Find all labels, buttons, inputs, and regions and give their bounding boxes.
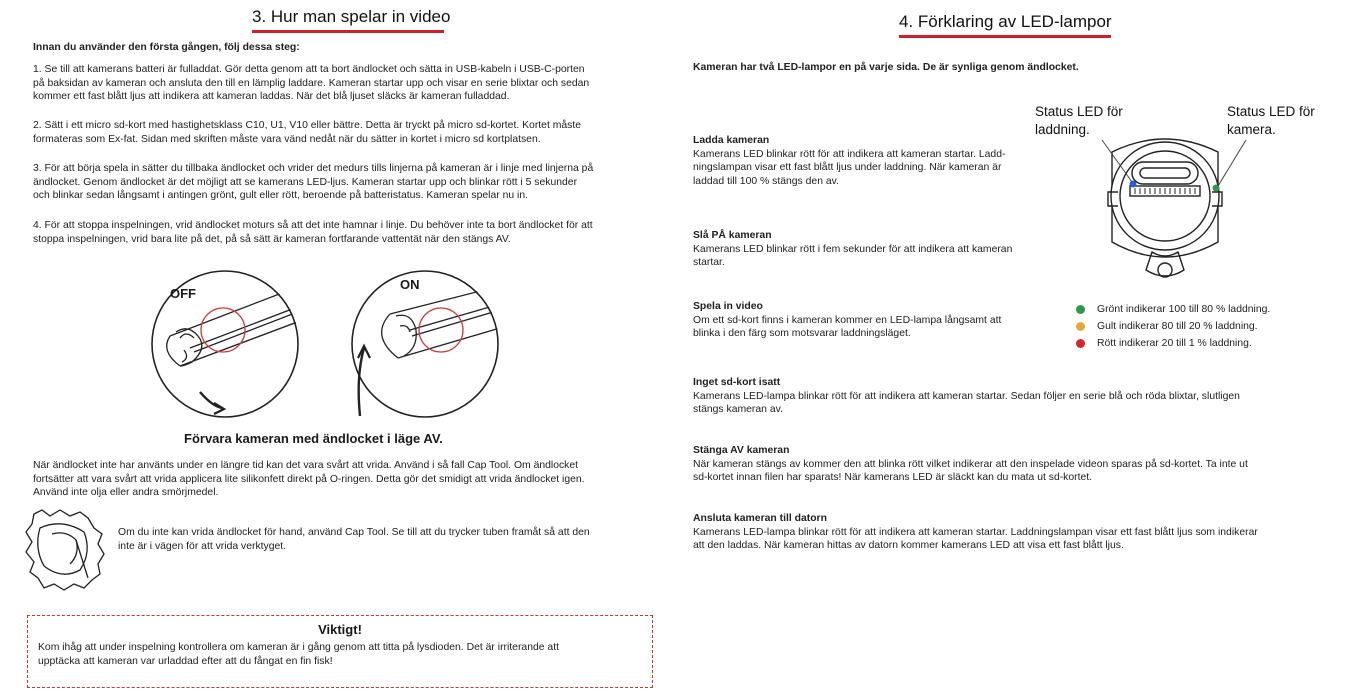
battery-legend [1076, 301, 1270, 352]
led-section-line: blinka i den färg som motsvarar laddningsläget. [693, 328, 911, 339]
led-section-power-on [693, 229, 1073, 270]
cap-tool-line: Om du inte kan vrida ändlocket för hand, använd Cap Tool. Se till att du trycker tuben framåt så att den [118, 527, 590, 538]
legend-text: Gult indikerar 80 till 20 % laddning. [1097, 321, 1258, 332]
heading-underline [899, 35, 1111, 38]
cap-tool-illustration [22, 504, 118, 596]
step-3-line: ändlocket. Genom ändlocket är det möjligt att se kamerans LED-ljus. Kameran startar upp och blinkar rött i 5 sekunder [33, 176, 578, 188]
section-heading-led [899, 12, 1111, 32]
led-section-title: Inget sd-kort isatt [693, 377, 781, 388]
led-intro: Kameran har två LED-lampor en på varje sida. De är synliga genom ändlocket. [693, 62, 1079, 73]
led-section-line: startar. [693, 257, 725, 268]
important-text [28, 637, 652, 668]
step-1-line: på baksidan av kameran och ansluta den till en lämplig laddare. Kameran startar upp och visar en serie blixtar och sedan [33, 77, 590, 89]
stiff-cap-line: fortsätter att vara svårt att vrida applicera lite silikonfett direkt på O-ringen. Detta gör det smidigt att vrida ändlocket igen. [33, 473, 585, 485]
off-label: OFF [170, 286, 196, 301]
intro-text: Innan du använder den första gången, följ dessa steg: [33, 42, 300, 53]
step-2-line: formateras som Ex-fat. Sidan med skriften måste vara vänd nedåt när du sätter in kortet i micro sd kortplatsen. [33, 133, 541, 145]
step-4-line: stoppa inspelningen, vrid bara lite på det, på så sätt är kameran fortfarande vattentät när den stängs AV. [33, 233, 511, 245]
led-section-computer [693, 512, 1333, 553]
important-line: upptäcka att kameran var urladdad efter att du fångat en fin fisk! [38, 655, 333, 667]
led-section-line: att den laddas. När kameran hittas av datorn kommer kamerans LED att visa ett fast blått ljus. [693, 540, 1124, 551]
storage-caption: Förvara kameran med ändlocket i läge AV. [184, 431, 443, 446]
heading-underline [252, 30, 444, 33]
led-section-charging [693, 134, 1073, 188]
step-1 [33, 63, 663, 104]
step-1-line: 1. Se till att kamerans batteri är fulladdat. Gör detta genom att ta bort ändlocket och sätta in USB-kabeln i USB-C-porten [33, 64, 585, 75]
led-section-line: Kamerans LED blinkar rött för att indikera att kameran startar. Ladd- [693, 148, 1006, 160]
led-section-title: Spela in video [693, 301, 763, 312]
led-section-line: laddad till 100 % stängs den av. [693, 175, 839, 187]
section-heading-recording [252, 7, 451, 27]
cap-tool-text [118, 526, 658, 553]
led-section-title: Ansluta kameran till datorn [693, 513, 827, 524]
legend-green [1076, 301, 1270, 318]
led-section-line: Om ett sd-kort finns i kameran kommer en LED-lampa långsamt att [693, 314, 1002, 326]
important-line: Kom ihåg att under inspelning kontrollera om kameran är i gång genom att titta på lysdioden. Det är irriterande att [38, 642, 559, 653]
led-section-line: sd-kortet innan filen har sparats! När kamerans LED är släckt kan du mata ut sd-kortet. [693, 472, 1093, 483]
green-dot-icon [1076, 305, 1085, 314]
step-2 [33, 119, 663, 146]
charging-led-dot [1130, 181, 1137, 188]
led-section-title: Slå PÅ kameran [693, 230, 772, 241]
stiff-cap-text [33, 459, 663, 500]
on-label: ON [400, 277, 420, 292]
step-3-line: och blinkar sedan långsamt i antingen grönt, gult eller rött, beroende på batteristatus. Kameran spelar nu in. [33, 190, 529, 202]
led-section-line: Kamerans LED-lampa blinkar rött för att indikera att kameran startar. Laddningslampan visar ett fast blått ljus som indikerar [693, 526, 1258, 538]
legend-yellow [1076, 318, 1270, 335]
legend-red [1076, 335, 1270, 352]
led-section-title: Ladda kameran [693, 135, 770, 146]
stiff-cap-line: Använd inte olja eller andra smörjmedel. [33, 487, 219, 499]
heading-text: 4. Förklaring av LED-lampor [899, 12, 1112, 31]
step-1-line: kommer ett fast blått ljus att indikera att kameran laddas. När det blå ljuset släcks är kameran fulladdad. [33, 91, 510, 103]
led-section-power-off [693, 444, 1333, 485]
led-section-line: ningslampan visar ett fast blått ljus under laddning. När kameran är [693, 162, 1002, 173]
step-4-line: 4. För att stoppa inspelningen, vrid ändlocket moturs så att det inte hamnar i linje. Du behöver inte ta bort ändlocket för att [33, 220, 593, 231]
step-4 [33, 219, 663, 246]
step-3-line: 3. För att börja spela in sätter du tillbaka ändlocket och vrider det medurs tills linjerna på kameran är i linje med linjerna på [33, 163, 594, 174]
led-section-line: stängs kameran av. [693, 404, 783, 415]
step-3 [33, 162, 663, 203]
led-section-title: Stänga AV kameran [693, 445, 790, 456]
yellow-dot-icon [1076, 322, 1085, 331]
led-section-line: Kamerans LED-lampa blinkar rött för att indikera att kameran startar. Sedan följer en serie blå och röda blixtar, slutligen [693, 390, 1240, 402]
callout-line: Status LED för [1035, 104, 1123, 119]
cap-tool-line: inte är i vägen för att vrida verktyget. [118, 540, 287, 552]
heading-text: 3. Hur man spelar in video [252, 7, 451, 26]
led-section-line: Kamerans LED blinkar rött i fem sekunder för att indikera att kameran [693, 243, 1013, 255]
legend-text: Rött indikerar 20 till 1 % laddning. [1097, 338, 1252, 349]
legend-text: Grönt indikerar 100 till 80 % laddning. [1097, 304, 1271, 315]
camera-end-illustration [1080, 132, 1250, 297]
callout-line: Status LED för [1227, 104, 1315, 119]
endcap-on-illustration [350, 266, 500, 426]
led-section-line: När kameran stängs av kommer den att blinka rött vilket indikerar att den inspelade videon sparas på sd-kortet. Ta inte ut [693, 458, 1248, 470]
stiff-cap-line: När ändlocket inte har använts under en längre tid kan det vara svårt att vrida. Använd i så fall Cap Tool. Om ändlocket [33, 460, 579, 471]
callout-line: kamera. [1227, 122, 1276, 137]
callout-line: laddning. [1035, 122, 1090, 137]
red-dot-icon [1076, 339, 1085, 348]
led-section-recording [693, 300, 1073, 341]
important-box [27, 615, 653, 688]
important-title: Viktigt! [318, 622, 362, 637]
step-2-line: 2. Sätt i ett micro sd-kort med hastighetsklass C10, U1, V10 eller bättre. Detta är tryckt på micro sd-kortet. Kortet måste [33, 120, 582, 131]
led-section-no-sd [693, 376, 1333, 417]
